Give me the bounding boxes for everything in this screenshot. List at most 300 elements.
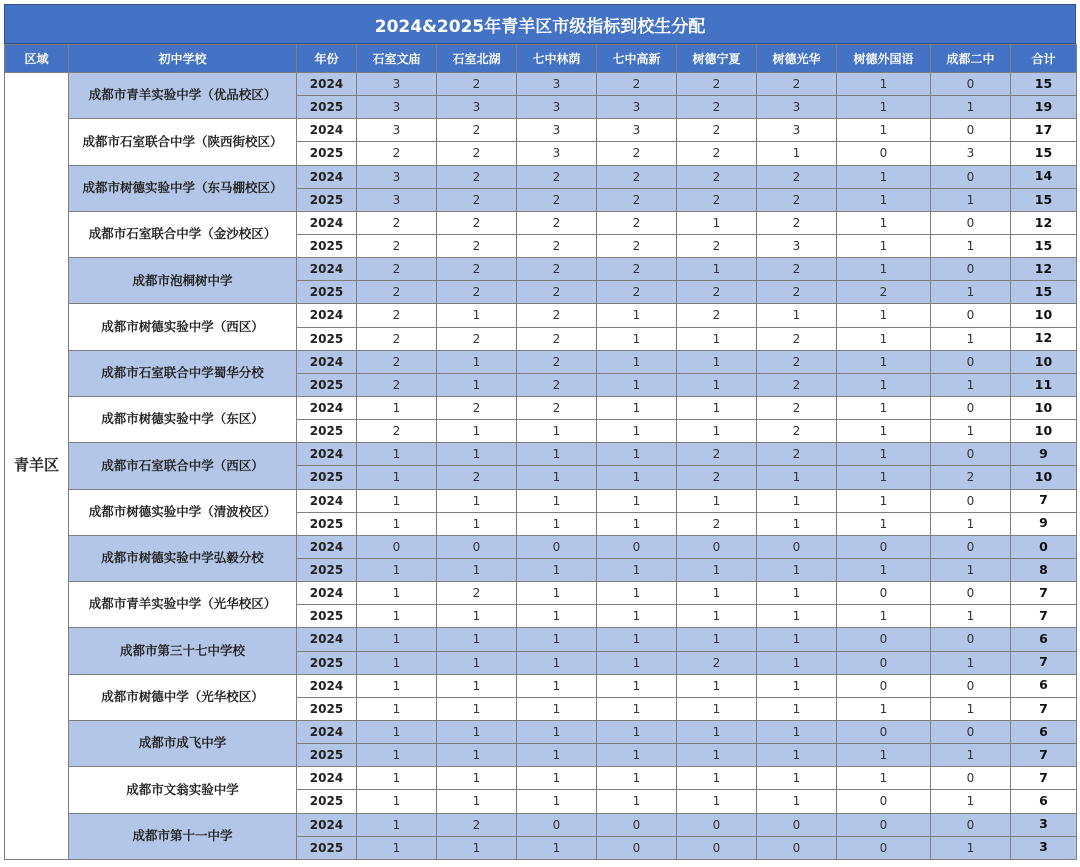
quota-cell: 1 <box>597 697 677 720</box>
year-cell: 2025 <box>297 605 357 628</box>
total-cell: 6 <box>1011 628 1077 651</box>
quota-cell: 1 <box>837 304 931 327</box>
region-header: 区域 <box>5 45 69 73</box>
quota-cell: 2 <box>357 281 437 304</box>
quota-cell: 1 <box>757 790 837 813</box>
quota-cell: 1 <box>931 327 1011 350</box>
quota-cell: 0 <box>837 720 931 743</box>
quota-cell: 2 <box>677 512 757 535</box>
quota-cell: 2 <box>757 211 837 234</box>
quota-cell: 1 <box>597 767 677 790</box>
total-cell: 19 <box>1011 96 1077 119</box>
quota-cell: 2 <box>437 73 517 96</box>
shishi-beihu-header: 石室北湖 <box>437 45 517 73</box>
quota-cell: 1 <box>837 234 931 257</box>
quota-cell: 1 <box>931 836 1011 859</box>
year-cell: 2024 <box>297 582 357 605</box>
year-cell: 2024 <box>297 443 357 466</box>
quota-cell: 1 <box>757 558 837 581</box>
quota-cell: 1 <box>437 628 517 651</box>
quota-cell: 1 <box>597 605 677 628</box>
quota-cell: 0 <box>931 396 1011 419</box>
quota-cell: 2 <box>931 466 1011 489</box>
quota-cell: 2 <box>757 165 837 188</box>
quota-cell: 1 <box>597 350 677 373</box>
quota-cell: 2 <box>677 466 757 489</box>
school-name-cell: 成都市泡桐树中学 <box>69 258 297 304</box>
quota-cell: 2 <box>677 281 757 304</box>
quota-cell: 1 <box>757 767 837 790</box>
quota-cell: 0 <box>837 142 931 165</box>
quota-cell: 0 <box>931 211 1011 234</box>
region-cell: 青羊区 <box>5 73 69 860</box>
quota-cell: 2 <box>357 234 437 257</box>
quota-cell: 1 <box>517 558 597 581</box>
quota-cell: 2 <box>357 142 437 165</box>
quota-cell: 2 <box>437 234 517 257</box>
quota-cell: 1 <box>597 373 677 396</box>
quota-cell: 1 <box>677 211 757 234</box>
quota-cell: 0 <box>357 535 437 558</box>
quota-cell: 1 <box>357 558 437 581</box>
year-cell: 2025 <box>297 188 357 211</box>
quota-cell: 2 <box>517 373 597 396</box>
quota-cell: 3 <box>357 165 437 188</box>
quota-cell: 2 <box>597 211 677 234</box>
quota-cell: 1 <box>357 651 437 674</box>
quota-cell: 0 <box>931 119 1011 142</box>
quota-cell: 2 <box>437 188 517 211</box>
quota-cell: 0 <box>597 535 677 558</box>
quota-cell: 2 <box>757 420 837 443</box>
quota-cell: 1 <box>837 96 931 119</box>
allocation-table <box>4 44 1077 860</box>
quota-cell: 0 <box>757 535 837 558</box>
quota-cell: 0 <box>677 813 757 836</box>
year-cell: 2025 <box>297 512 357 535</box>
quota-cell: 2 <box>597 234 677 257</box>
quota-cell: 0 <box>837 582 931 605</box>
year-cell: 2025 <box>297 96 357 119</box>
quota-cell: 1 <box>837 211 931 234</box>
total-cell: 10 <box>1011 350 1077 373</box>
year-cell: 2025 <box>297 466 357 489</box>
quota-cell: 1 <box>931 512 1011 535</box>
quota-cell: 1 <box>677 373 757 396</box>
quota-cell: 1 <box>757 304 837 327</box>
quota-cell: 2 <box>677 188 757 211</box>
quota-cell: 1 <box>757 651 837 674</box>
quota-cell: 1 <box>597 466 677 489</box>
quota-cell: 1 <box>931 96 1011 119</box>
total-cell: 7 <box>1011 489 1077 512</box>
quota-cell: 1 <box>437 420 517 443</box>
quota-cell: 3 <box>437 96 517 119</box>
quota-cell: 2 <box>677 304 757 327</box>
quota-cell: 3 <box>357 119 437 142</box>
quota-cell: 3 <box>757 234 837 257</box>
quota-cell: 0 <box>837 836 931 859</box>
quota-cell: 0 <box>677 535 757 558</box>
quota-cell: 1 <box>837 558 931 581</box>
quota-cell: 1 <box>357 720 437 743</box>
quota-cell: 0 <box>837 628 931 651</box>
quota-cell: 1 <box>357 489 437 512</box>
table-row <box>5 304 1077 327</box>
table-row <box>5 165 1077 188</box>
quota-cell: 3 <box>357 73 437 96</box>
table-row <box>5 582 1077 605</box>
quota-cell: 2 <box>757 350 837 373</box>
quota-cell: 0 <box>597 813 677 836</box>
quota-cell: 1 <box>597 443 677 466</box>
quota-cell: 0 <box>597 836 677 859</box>
quota-cell: 1 <box>357 582 437 605</box>
quota-cell: 1 <box>597 420 677 443</box>
quota-cell: 0 <box>931 628 1011 651</box>
quota-cell: 2 <box>517 211 597 234</box>
quota-cell: 1 <box>837 188 931 211</box>
year-cell: 2024 <box>297 535 357 558</box>
year-cell: 2024 <box>297 674 357 697</box>
year-header: 年份 <box>297 45 357 73</box>
quota-cell: 1 <box>437 605 517 628</box>
quota-cell: 1 <box>837 73 931 96</box>
school-name-cell: 成都市石室联合中学（西区） <box>69 443 297 489</box>
school-name-cell: 成都市第三十七中学校 <box>69 628 297 674</box>
year-cell: 2024 <box>297 211 357 234</box>
quota-cell: 1 <box>357 466 437 489</box>
quota-cell: 1 <box>677 790 757 813</box>
quota-cell: 1 <box>517 628 597 651</box>
quota-cell: 1 <box>597 396 677 419</box>
table-row <box>5 767 1077 790</box>
year-cell: 2024 <box>297 165 357 188</box>
quota-cell: 1 <box>837 489 931 512</box>
quota-cell: 1 <box>437 744 517 767</box>
quota-cell: 1 <box>357 790 437 813</box>
quota-cell: 0 <box>931 535 1011 558</box>
total-cell: 15 <box>1011 73 1077 96</box>
year-cell: 2025 <box>297 744 357 767</box>
quota-cell: 1 <box>437 558 517 581</box>
total-cell: 9 <box>1011 443 1077 466</box>
year-cell: 2024 <box>297 720 357 743</box>
quota-cell: 0 <box>931 304 1011 327</box>
quota-cell: 0 <box>931 165 1011 188</box>
quota-cell: 3 <box>357 188 437 211</box>
quota-cell: 1 <box>597 720 677 743</box>
quota-cell: 2 <box>757 188 837 211</box>
year-cell: 2025 <box>297 373 357 396</box>
quota-cell: 1 <box>437 512 517 535</box>
quota-cell: 1 <box>931 373 1011 396</box>
quota-cell: 1 <box>677 744 757 767</box>
quota-cell: 1 <box>357 628 437 651</box>
quota-cell: 0 <box>931 443 1011 466</box>
quota-cell: 2 <box>757 281 837 304</box>
quota-cell: 1 <box>677 350 757 373</box>
quota-cell: 1 <box>837 165 931 188</box>
quota-cell: 2 <box>597 142 677 165</box>
quota-cell: 3 <box>597 96 677 119</box>
quota-cell: 1 <box>517 489 597 512</box>
quota-cell: 2 <box>677 96 757 119</box>
quota-cell: 3 <box>931 142 1011 165</box>
quota-cell: 1 <box>677 697 757 720</box>
quota-cell: 1 <box>357 744 437 767</box>
quota-cell: 1 <box>597 628 677 651</box>
quota-cell: 1 <box>517 836 597 859</box>
quota-cell: 2 <box>357 420 437 443</box>
quota-cell: 1 <box>357 697 437 720</box>
quota-cell: 1 <box>837 744 931 767</box>
quota-cell: 1 <box>837 350 931 373</box>
quota-cell: 1 <box>757 628 837 651</box>
school-name-cell: 成都市树德实验中学（东区） <box>69 396 297 442</box>
total-cell: 10 <box>1011 304 1077 327</box>
quota-cell: 0 <box>517 813 597 836</box>
quota-cell: 3 <box>357 96 437 119</box>
school-name-cell: 成都市树德中学（光华校区） <box>69 674 297 720</box>
quota-cell: 2 <box>357 373 437 396</box>
quota-cell: 1 <box>677 674 757 697</box>
quota-cell: 2 <box>517 281 597 304</box>
table-row <box>5 396 1077 419</box>
total-cell: 9 <box>1011 512 1077 535</box>
year-cell: 2024 <box>297 350 357 373</box>
table-row <box>5 489 1077 512</box>
quota-cell: 2 <box>517 350 597 373</box>
table-row <box>5 350 1077 373</box>
quota-cell: 0 <box>837 813 931 836</box>
quota-cell: 1 <box>837 512 931 535</box>
quota-cell: 1 <box>837 258 931 281</box>
quota-cell: 1 <box>517 674 597 697</box>
quota-cell: 1 <box>597 744 677 767</box>
quota-cell: 1 <box>517 582 597 605</box>
quota-cell: 1 <box>517 420 597 443</box>
quota-cell: 3 <box>517 96 597 119</box>
allocation-table-panel <box>4 4 1076 860</box>
quota-cell: 2 <box>757 73 837 96</box>
header-row <box>5 45 1077 73</box>
year-cell: 2024 <box>297 489 357 512</box>
quota-cell: 2 <box>517 188 597 211</box>
total-cell: 7 <box>1011 582 1077 605</box>
quota-cell: 1 <box>931 605 1011 628</box>
quota-cell: 1 <box>517 512 597 535</box>
quota-cell: 1 <box>677 396 757 419</box>
total-cell: 10 <box>1011 420 1077 443</box>
quota-cell: 0 <box>931 674 1011 697</box>
quota-cell: 1 <box>931 697 1011 720</box>
quota-cell: 1 <box>677 327 757 350</box>
year-cell: 2024 <box>297 73 357 96</box>
quota-cell: 2 <box>517 234 597 257</box>
quota-cell: 1 <box>757 674 837 697</box>
total-cell: 7 <box>1011 744 1077 767</box>
table-row <box>5 443 1077 466</box>
quota-cell: 1 <box>757 744 837 767</box>
year-cell: 2025 <box>297 420 357 443</box>
quota-cell: 1 <box>597 489 677 512</box>
quota-cell: 1 <box>357 836 437 859</box>
quota-cell: 1 <box>757 605 837 628</box>
quota-cell: 0 <box>931 258 1011 281</box>
total-cell: 7 <box>1011 605 1077 628</box>
table-row <box>5 720 1077 743</box>
quota-cell: 2 <box>357 327 437 350</box>
school-name-cell: 成都市青羊实验中学（优品校区） <box>69 73 297 119</box>
quota-cell: 1 <box>357 674 437 697</box>
quota-cell: 1 <box>357 767 437 790</box>
quota-cell: 1 <box>597 582 677 605</box>
year-cell: 2024 <box>297 119 357 142</box>
year-cell: 2025 <box>297 327 357 350</box>
quota-cell: 1 <box>437 373 517 396</box>
total-cell: 10 <box>1011 466 1077 489</box>
quota-cell: 1 <box>517 466 597 489</box>
quota-cell: 1 <box>517 605 597 628</box>
quota-cell: 1 <box>837 396 931 419</box>
quota-cell: 2 <box>437 142 517 165</box>
quota-cell: 2 <box>837 281 931 304</box>
quota-cell: 1 <box>757 512 837 535</box>
total-cell: 15 <box>1011 142 1077 165</box>
quota-cell: 0 <box>931 582 1011 605</box>
quota-cell: 1 <box>757 582 837 605</box>
qizhong-gaoxin-header: 七中高新 <box>597 45 677 73</box>
quota-cell: 1 <box>437 767 517 790</box>
quota-cell: 2 <box>437 396 517 419</box>
total-cell: 3 <box>1011 836 1077 859</box>
quota-cell: 1 <box>837 420 931 443</box>
quota-cell: 2 <box>437 165 517 188</box>
quota-cell: 2 <box>597 73 677 96</box>
quota-cell: 1 <box>931 234 1011 257</box>
quota-cell: 2 <box>437 466 517 489</box>
quota-cell: 2 <box>517 165 597 188</box>
quota-cell: 1 <box>837 466 931 489</box>
quota-cell: 0 <box>517 535 597 558</box>
total-cell: 7 <box>1011 651 1077 674</box>
year-cell: 2024 <box>297 304 357 327</box>
table-row <box>5 258 1077 281</box>
quota-cell: 2 <box>757 396 837 419</box>
total-cell: 12 <box>1011 258 1077 281</box>
quota-cell: 1 <box>757 720 837 743</box>
total-cell: 12 <box>1011 211 1077 234</box>
shude-guanghua-header: 树德光华 <box>757 45 837 73</box>
total-cell: 10 <box>1011 396 1077 419</box>
year-cell: 2024 <box>297 767 357 790</box>
quota-cell: 1 <box>437 489 517 512</box>
shishi-wenmiao-header: 石室文庙 <box>357 45 437 73</box>
quota-cell: 2 <box>677 443 757 466</box>
quota-cell: 2 <box>517 258 597 281</box>
quota-cell: 1 <box>517 744 597 767</box>
total-cell: 0 <box>1011 535 1077 558</box>
quota-cell: 1 <box>357 813 437 836</box>
total-header: 合计 <box>1011 45 1077 73</box>
total-cell: 7 <box>1011 767 1077 790</box>
quota-cell: 0 <box>931 720 1011 743</box>
quota-cell: 2 <box>357 258 437 281</box>
total-cell: 15 <box>1011 281 1077 304</box>
total-cell: 8 <box>1011 558 1077 581</box>
quota-cell: 1 <box>931 651 1011 674</box>
quota-cell: 1 <box>437 836 517 859</box>
quota-cell: 1 <box>677 720 757 743</box>
total-cell: 6 <box>1011 720 1077 743</box>
quota-cell: 1 <box>931 281 1011 304</box>
year-cell: 2025 <box>297 836 357 859</box>
quota-cell: 3 <box>597 119 677 142</box>
quota-cell: 1 <box>437 304 517 327</box>
school-name-cell: 成都市第十一中学 <box>69 813 297 859</box>
quota-cell: 1 <box>931 420 1011 443</box>
shude-ningxia-header: 树德宁夏 <box>677 45 757 73</box>
quota-cell: 1 <box>757 142 837 165</box>
quota-cell: 2 <box>677 234 757 257</box>
school-name-cell: 成都市树德实验中学（东马棚校区） <box>69 165 297 211</box>
total-cell: 17 <box>1011 119 1077 142</box>
quota-cell: 1 <box>597 558 677 581</box>
quota-cell: 3 <box>517 119 597 142</box>
quota-cell: 1 <box>931 188 1011 211</box>
quota-cell: 0 <box>677 836 757 859</box>
quota-cell: 1 <box>757 466 837 489</box>
quota-cell: 1 <box>357 396 437 419</box>
school-name-cell: 成都市成飞中学 <box>69 720 297 766</box>
school-name-cell: 成都市石室联合中学（陕西街校区） <box>69 119 297 165</box>
year-cell: 2025 <box>297 234 357 257</box>
school-name-cell: 成都市石室联合中学（金沙校区） <box>69 211 297 257</box>
quota-cell: 1 <box>597 651 677 674</box>
quota-cell: 2 <box>437 813 517 836</box>
quota-cell: 0 <box>437 535 517 558</box>
quota-cell: 0 <box>757 813 837 836</box>
quota-cell: 1 <box>437 697 517 720</box>
quota-cell: 1 <box>677 605 757 628</box>
year-cell: 2025 <box>297 142 357 165</box>
table-title: 2024&2025年青羊区市级指标到校生分配 <box>4 4 1076 44</box>
quota-cell: 2 <box>757 373 837 396</box>
quota-cell: 1 <box>837 697 931 720</box>
table-body <box>5 73 1077 860</box>
quota-cell: 1 <box>931 744 1011 767</box>
quota-cell: 1 <box>931 790 1011 813</box>
total-cell: 11 <box>1011 373 1077 396</box>
quota-cell: 2 <box>757 443 837 466</box>
total-cell: 3 <box>1011 813 1077 836</box>
table-row <box>5 535 1077 558</box>
quota-cell: 1 <box>597 790 677 813</box>
total-cell: 6 <box>1011 790 1077 813</box>
quota-cell: 3 <box>757 119 837 142</box>
quota-cell: 2 <box>517 327 597 350</box>
quota-cell: 1 <box>597 304 677 327</box>
quota-cell: 2 <box>677 119 757 142</box>
year-cell: 2025 <box>297 558 357 581</box>
total-cell: 15 <box>1011 188 1077 211</box>
quota-cell: 1 <box>677 767 757 790</box>
quota-cell: 2 <box>677 165 757 188</box>
quota-cell: 1 <box>677 420 757 443</box>
quota-cell: 1 <box>437 674 517 697</box>
quota-cell: 1 <box>437 443 517 466</box>
